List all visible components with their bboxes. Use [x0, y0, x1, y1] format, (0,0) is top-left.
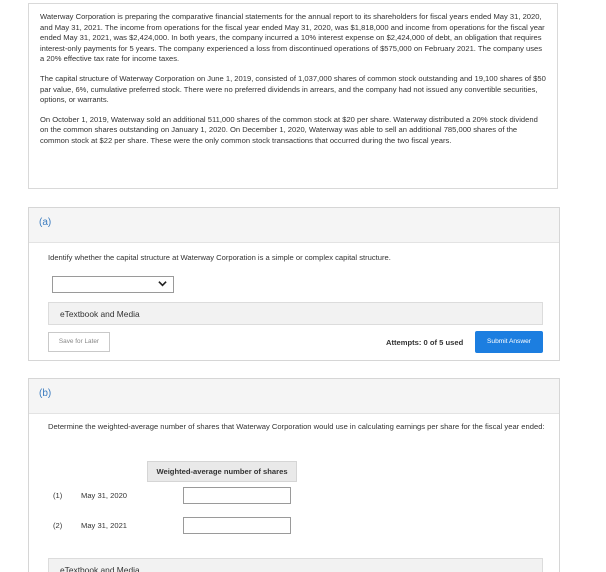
problem-paragraph-1: Waterway Corporation is preparing the comparative financial statements for the annual report to its shareholders for fiscal years ended May 31, 2020, and May 31, 2021. The income from operations for the fiscal year ended May 31, 2020, was $1,818,000 and income from operations for the fiscal year ended May 31, 2021, was $2,424,000. In both years, the company incurred a 10% interest expense on $2,424,000 of debt, an obligation that requires interest-only payments for 5 years. The company experienced a loss from discontinued operations of $575,000 on February 2021. The company uses a 20% effective tax rate for income taxes.: [40, 12, 545, 64]
submit-answer-button[interactable]: Submit Answer: [475, 331, 543, 353]
shares-2020-input[interactable]: [183, 487, 291, 504]
part-b-panel: [28, 378, 560, 572]
row-number: (1): [53, 491, 63, 500]
capital-structure-select[interactable]: [52, 276, 174, 293]
problem-paragraph-2: The capital structure of Waterway Corporation on June 1, 2019, consisted of 1,037,000 shares of common stock outstanding and 19,100 shares of $50 par value, 6%, cumulative preferred stock. There were no preferred dividends in arrears, and the company had not issued any convertible securities, options, or warrants.: [40, 73, 546, 105]
part-b-header: (b): [29, 379, 559, 414]
row-label: May 31, 2021: [81, 521, 128, 530]
save-for-later-button[interactable]: Save for Later: [48, 332, 110, 352]
part-b-question: Determine the weighted-average number of shares that Waterway Corporation would use in calculating earnings per share for the fiscal year ended:: [48, 422, 545, 431]
part-a-panel: [28, 207, 560, 361]
row-number: (2): [53, 521, 63, 530]
problem-paragraph-3: On October 1, 2019, Waterway sold an additional 511,000 shares of the common stock at $20 per share. Waterway distributed a 20% stock dividend on the common shares outstanding on January 1, 2020. On December 1, 2020, Waterway was able to sell an additional 785,000 shares of the common stock at $22 per share. These were the only common stock transactions that occurred during the two fiscal years.: [40, 114, 538, 145]
chevron-down-icon: [158, 279, 167, 288]
problem-statement: [28, 3, 558, 189]
part-a-question: Identify whether the capital structure at Waterway Corporation is a simple or complex capital structure.: [48, 253, 391, 262]
row-label: May 31, 2020: [81, 491, 128, 500]
weighted-average-column-header: Weighted-average number of shares: [147, 461, 297, 482]
etextbook-media-link[interactable]: eTextbook and Media: [48, 558, 543, 572]
attempts-counter: Attempts: 0 of 5 used: [386, 338, 464, 347]
etextbook-media-link[interactable]: eTextbook and Media: [48, 302, 543, 325]
shares-2021-input[interactable]: [183, 517, 291, 534]
part-a-header: (a): [29, 208, 559, 243]
